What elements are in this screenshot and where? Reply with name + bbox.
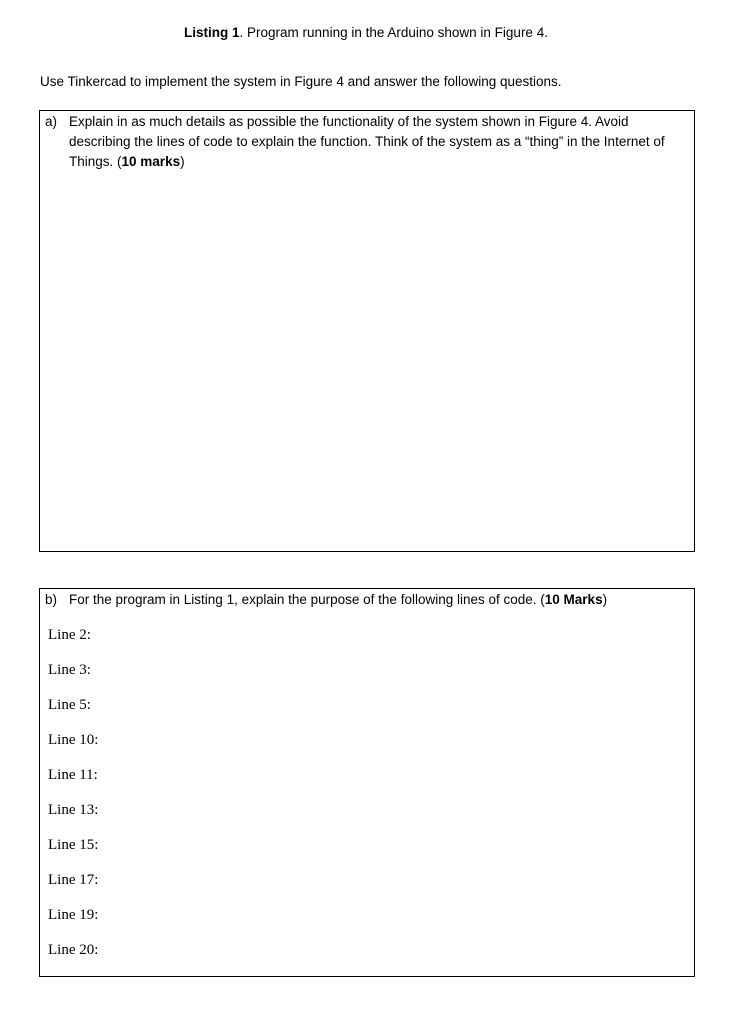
question-b-close: ) xyxy=(602,592,608,607)
question-a-prompt: Explain in as much details as possible the functionality of the system shown in Figure 4. Avoid describing the lines of code to explain the function. Think of the system as a “thing” in the Internet of Things. ( xyxy=(69,114,665,169)
question-a-marks: 10 marks xyxy=(121,154,181,169)
question-a-close: ) xyxy=(180,154,185,169)
question-b-letter: b) xyxy=(45,592,58,607)
listing-caption-text: . Program running in the Arduino shown in Figure 4. xyxy=(239,25,548,40)
question-b-prompt: For the program in Listing 1, explain the purpose of the following lines of code. ( xyxy=(69,592,545,607)
line-label-2: Line 2: xyxy=(48,627,91,643)
question-a-answer-box[interactable] xyxy=(39,110,695,552)
question-b-marks: 10 Marks xyxy=(544,592,603,607)
instructions-text: Use Tinkercad to implement the system in Figure 4 and answer the following questions. xyxy=(40,74,562,89)
listing-caption xyxy=(0,24,732,42)
line-label-15: Line 15: xyxy=(48,837,99,853)
line-label-5: Line 5: xyxy=(48,697,91,713)
question-a xyxy=(45,112,690,172)
question-b-text xyxy=(69,590,690,610)
listing-caption-label: Listing 1 xyxy=(184,25,240,40)
line-label-20: Line 20: xyxy=(48,942,99,958)
line-label-17: Line 17: xyxy=(48,872,99,888)
line-label-3: Line 3: xyxy=(48,662,91,678)
question-a-text xyxy=(69,112,690,172)
question-a-letter: a) xyxy=(45,114,58,129)
line-label-10: Line 10: xyxy=(48,732,99,748)
line-label-19: Line 19: xyxy=(48,907,99,923)
question-b xyxy=(45,590,690,610)
question-b-answer-box[interactable] xyxy=(39,588,695,977)
line-label-11: Line 11: xyxy=(48,767,98,783)
line-label-13: Line 13: xyxy=(48,802,99,818)
